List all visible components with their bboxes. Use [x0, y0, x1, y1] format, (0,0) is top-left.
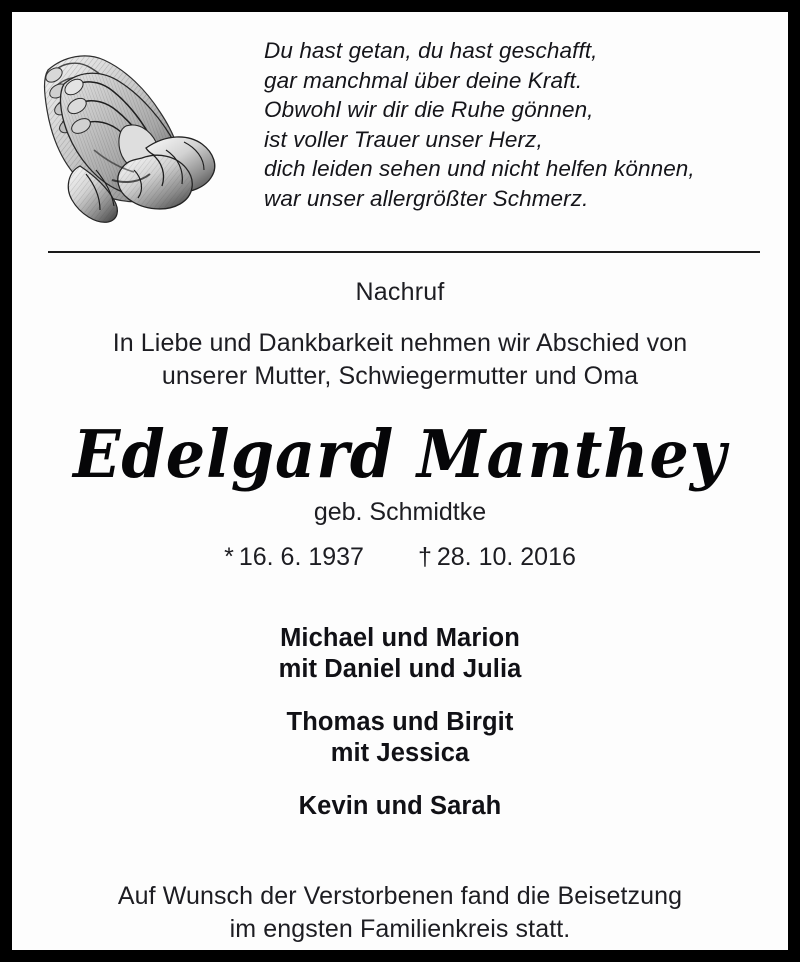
verse-line: Du hast getan, du hast geschafft, [264, 38, 598, 63]
praying-hands-icon [34, 30, 224, 230]
family-group [38, 623, 762, 685]
family-group [38, 707, 762, 769]
closing-note [38, 880, 762, 946]
lead-text [38, 327, 762, 393]
death-date-value: 28. 10. 2016 [436, 543, 576, 571]
family-list [38, 623, 762, 822]
horizontal-divider [48, 251, 760, 253]
lead-line: In Liebe und Dankbarkeit nehmen wir Abschied von [112, 329, 688, 357]
verse-line: dich leiden sehen und nicht helfen können, [264, 156, 695, 181]
body-block [12, 275, 788, 946]
family-line: Thomas und Birgit [286, 708, 514, 736]
obituary-card-inner [12, 12, 788, 950]
death-date [418, 543, 576, 571]
family-line: Michael und Marion [280, 624, 520, 652]
death-cross-icon: † [417, 543, 432, 571]
birth-date [224, 543, 364, 571]
page-title: Nachruf [355, 278, 445, 306]
verse-line: gar manchmal über deine Kraft. [264, 67, 583, 93]
maiden-name: geb. Schmidtke [313, 498, 487, 526]
header-area [12, 12, 788, 237]
family-line: mit Daniel und Julia [278, 655, 522, 683]
birth-star-icon: * [224, 543, 234, 571]
verse-line: ist voller Trauer unser Herz, [264, 126, 543, 152]
verse-line: Obwohl wir dir die Ruhe gönnen, [264, 97, 594, 122]
divider-wrap [12, 237, 788, 267]
closing-line: im engsten Familienkreis statt. [229, 915, 571, 943]
deceased-name: Edelgard Manthey [73, 415, 727, 493]
family-group [38, 791, 762, 822]
closing-line: Auf Wunsch der Verstorbenen fand die Beisetzung [117, 882, 683, 910]
life-dates [38, 541, 762, 573]
verse-line: war unser allergrößter Schmerz. [264, 185, 589, 211]
verse-block [264, 36, 764, 213]
lead-line: unserer Mutter, Schwiegermutter und Oma [161, 362, 639, 390]
family-line: mit Jessica [330, 739, 470, 767]
family-line: Kevin und Sarah [298, 792, 502, 820]
birth-date-value: 16. 6. 1937 [238, 543, 364, 571]
